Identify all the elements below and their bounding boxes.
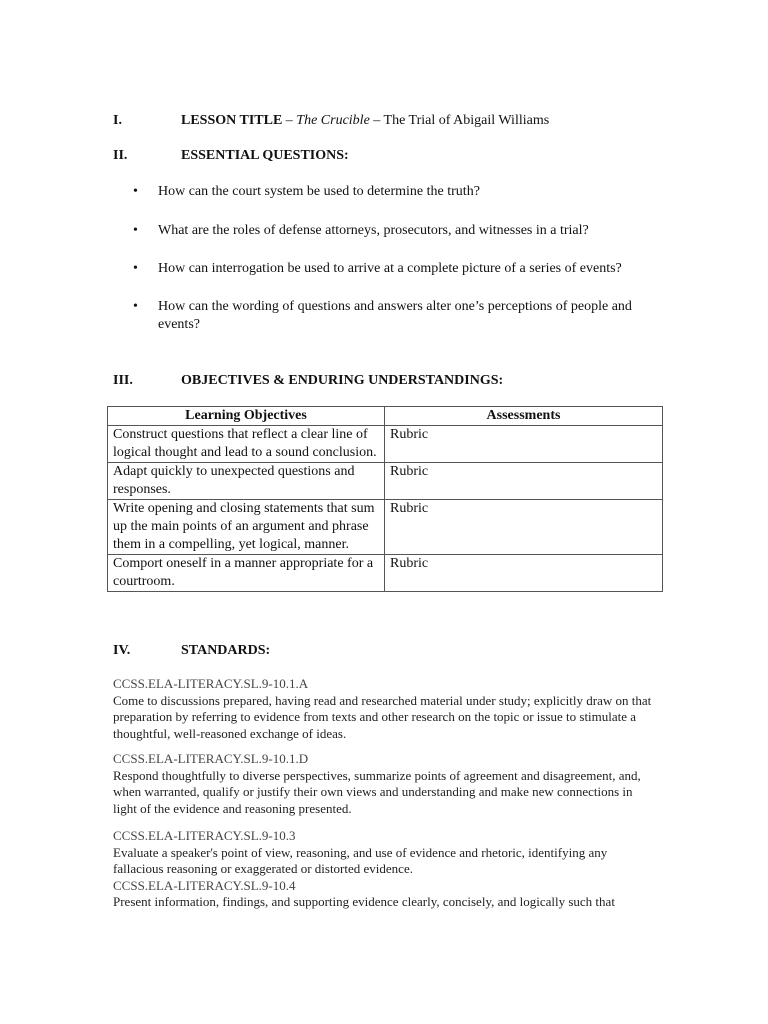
table-row <box>108 463 663 500</box>
standard-text: Evaluate a speaker's point of view, reasoning, and use of evidence and rhetoric, identifying any fallacious reasoning or exaggerated or distorted evidence. <box>113 844 608 876</box>
assessment-cell: Rubric <box>385 555 663 592</box>
standard-item <box>113 676 658 742</box>
standard-code: CCSS.ELA-LITERACY.SL.9-10.1.D <box>113 751 309 766</box>
section-title <box>181 372 503 390</box>
section-label: STANDARDS: <box>181 643 271 658</box>
standard-item <box>113 878 658 911</box>
section-number: II. <box>113 148 128 163</box>
list-item: • How can the wording of questions and answers alter one’s perceptions of people and events? <box>133 298 653 335</box>
section-number: IV. <box>113 643 131 658</box>
section-title <box>181 147 349 165</box>
standard-text: Present information, findings, and supporting evidence clearly, concisely, and logically such that <box>113 894 615 909</box>
objective-cell: Construct questions that reflect a clear line of logical thought and lead to a sound conclusion. <box>108 426 385 463</box>
standard-text: Come to discussions prepared, having read and researched material under study; explicitly draw on that preparation by referring to evidence from texts and other research on the topic or issue to stimulate a thoughtful, well-reasoned exchange of ideas. <box>113 692 652 741</box>
list-item: • What are the roles of defense attorneys, prosecutors, and witnesses in a trial? <box>133 222 653 241</box>
standard-text: Respond thoughtfully to diverse perspectives, summarize points of agreement and disagreement, and, when warranted, qualify or justify their own views and understanding and make new connections in light of the evidence and reasoning presented. <box>113 767 641 816</box>
objective-cell: Adapt quickly to unexpected questions and responses. <box>108 463 385 500</box>
table-row <box>108 555 663 592</box>
objectives-table <box>107 406 663 592</box>
assessment-cell: Rubric <box>385 426 663 463</box>
objective-cell: Write opening and closing statements that sum up the main points of an argument and phrase them in a compelling, yet logical, manner. <box>108 500 385 555</box>
section-number: III. <box>113 373 133 388</box>
assessment-cell: Rubric <box>385 463 663 500</box>
objective-cell: Comport oneself in a manner appropriate for a courtroom. <box>108 555 385 592</box>
standard-code: CCSS.ELA-LITERACY.SL.9-10.4 <box>113 877 296 893</box>
lesson-title-subtitle: The Trial of Abigail Williams <box>383 113 550 128</box>
list-item: • How can interrogation be used to arrive at a complete picture of a series of events? <box>133 260 653 279</box>
lesson-title-dash-2: – <box>369 113 384 128</box>
standard-code: CCSS.ELA-LITERACY.SL.9-10.3 <box>113 828 296 843</box>
table-row <box>108 500 663 555</box>
lesson-title-label: LESSON TITLE <box>181 113 283 128</box>
section-number: I. <box>113 113 122 128</box>
section-label: ESSENTIAL QUESTIONS: <box>181 148 349 163</box>
standard-item <box>113 751 658 817</box>
assessment-cell: Rubric <box>385 500 663 555</box>
lesson-title-work: The Crucible <box>296 113 370 128</box>
table-header-row <box>108 407 663 426</box>
standards-list <box>113 676 658 911</box>
lesson-title-text <box>181 112 549 130</box>
lesson-title-dash-1: – <box>282 113 297 128</box>
column-header-assessments: Assessments <box>385 407 663 426</box>
section-title <box>181 642 270 660</box>
standard-item <box>113 828 658 878</box>
table-row <box>108 426 663 463</box>
essential-questions-list <box>133 183 653 335</box>
list-item: • How can the court system be used to determine the truth? <box>133 183 653 202</box>
column-header-learning-objectives: Learning Objectives <box>108 407 385 426</box>
standard-code: CCSS.ELA-LITERACY.SL.9-10.1.A <box>113 676 309 691</box>
section-label: OBJECTIVES & ENDURING UNDERSTANDINGS: <box>181 373 504 388</box>
